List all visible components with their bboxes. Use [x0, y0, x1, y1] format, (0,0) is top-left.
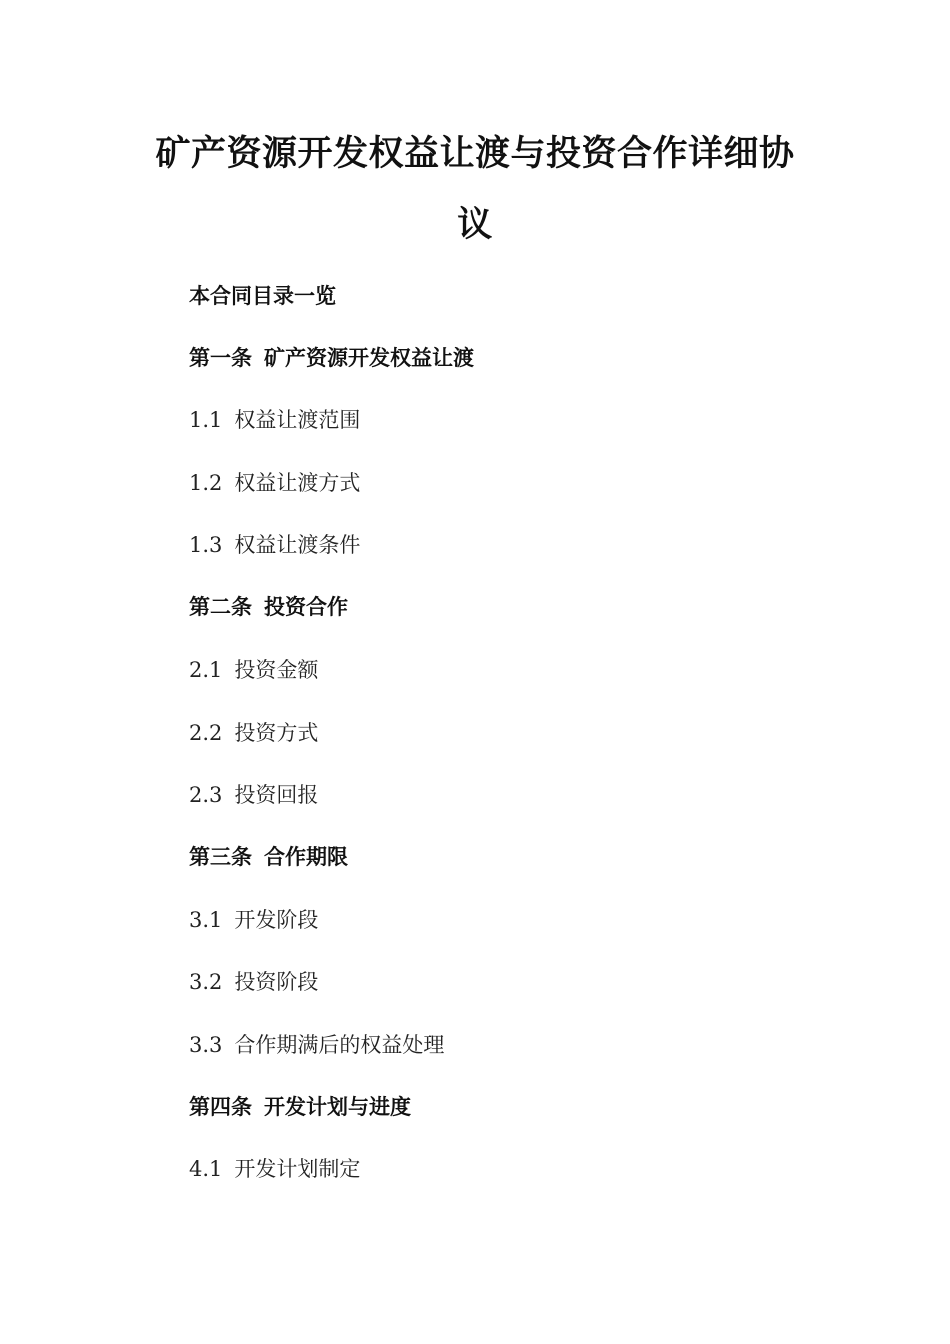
item-number: 1.1: [189, 408, 223, 432]
item-text: 投资阶段: [234, 970, 319, 994]
item-number: 3.3: [189, 1033, 223, 1057]
item-number: 2.2: [189, 721, 223, 745]
item-text: 投资回报: [234, 783, 319, 807]
section-label: 第二条: [189, 595, 252, 619]
item-text: 权益让渡方式: [234, 471, 361, 495]
section-label: 第一条: [189, 346, 252, 370]
item-text: 投资方式: [234, 721, 319, 745]
toc-section-1: [189, 343, 474, 373]
toc-item-1-1: [189, 405, 360, 435]
item-text: 投资金额: [234, 658, 319, 682]
toc-item-3-2: [189, 967, 318, 997]
item-text: 合作期满后的权益处理: [234, 1033, 445, 1057]
section-title: 合作期限: [264, 845, 348, 869]
toc-item-2-3: [189, 780, 318, 810]
toc-item-1-2: [189, 468, 360, 498]
item-text: 开发计划制定: [234, 1157, 361, 1181]
toc-item-1-3: [189, 530, 360, 560]
section-title: 矿产资源开发权益让渡: [264, 346, 474, 370]
toc-item-2-2: [189, 718, 318, 748]
item-number: 2.1: [189, 658, 223, 682]
toc-item-2-1: [189, 655, 318, 685]
toc-heading: 本合同目录一览: [189, 284, 336, 308]
toc-item-3-1: [189, 905, 318, 935]
item-text: 开发阶段: [234, 908, 319, 932]
section-label: 第三条: [189, 845, 252, 869]
item-text: 权益让渡条件: [234, 533, 361, 557]
section-title: 开发计划与进度: [264, 1095, 411, 1119]
toc-section-4: [189, 1092, 411, 1122]
toc-item-4-1: [189, 1154, 360, 1184]
item-number: 1.3: [189, 533, 223, 557]
document-title-line-2: 议: [457, 205, 493, 245]
item-text: 权益让渡范围: [234, 408, 361, 432]
item-number: 3.2: [189, 970, 223, 994]
item-number: 2.3: [189, 783, 223, 807]
item-number: 3.1: [189, 908, 223, 932]
toc-section-3: [189, 842, 348, 872]
item-number: 1.2: [189, 471, 223, 495]
document-title-line-1: 矿产资源开发权益让渡与投资合作详细协: [155, 134, 795, 174]
toc-item-3-3: [189, 1030, 444, 1060]
item-number: 4.1: [189, 1157, 223, 1181]
section-label: 第四条: [189, 1095, 252, 1119]
section-title: 投资合作: [264, 595, 348, 619]
toc-section-2: [189, 592, 348, 622]
